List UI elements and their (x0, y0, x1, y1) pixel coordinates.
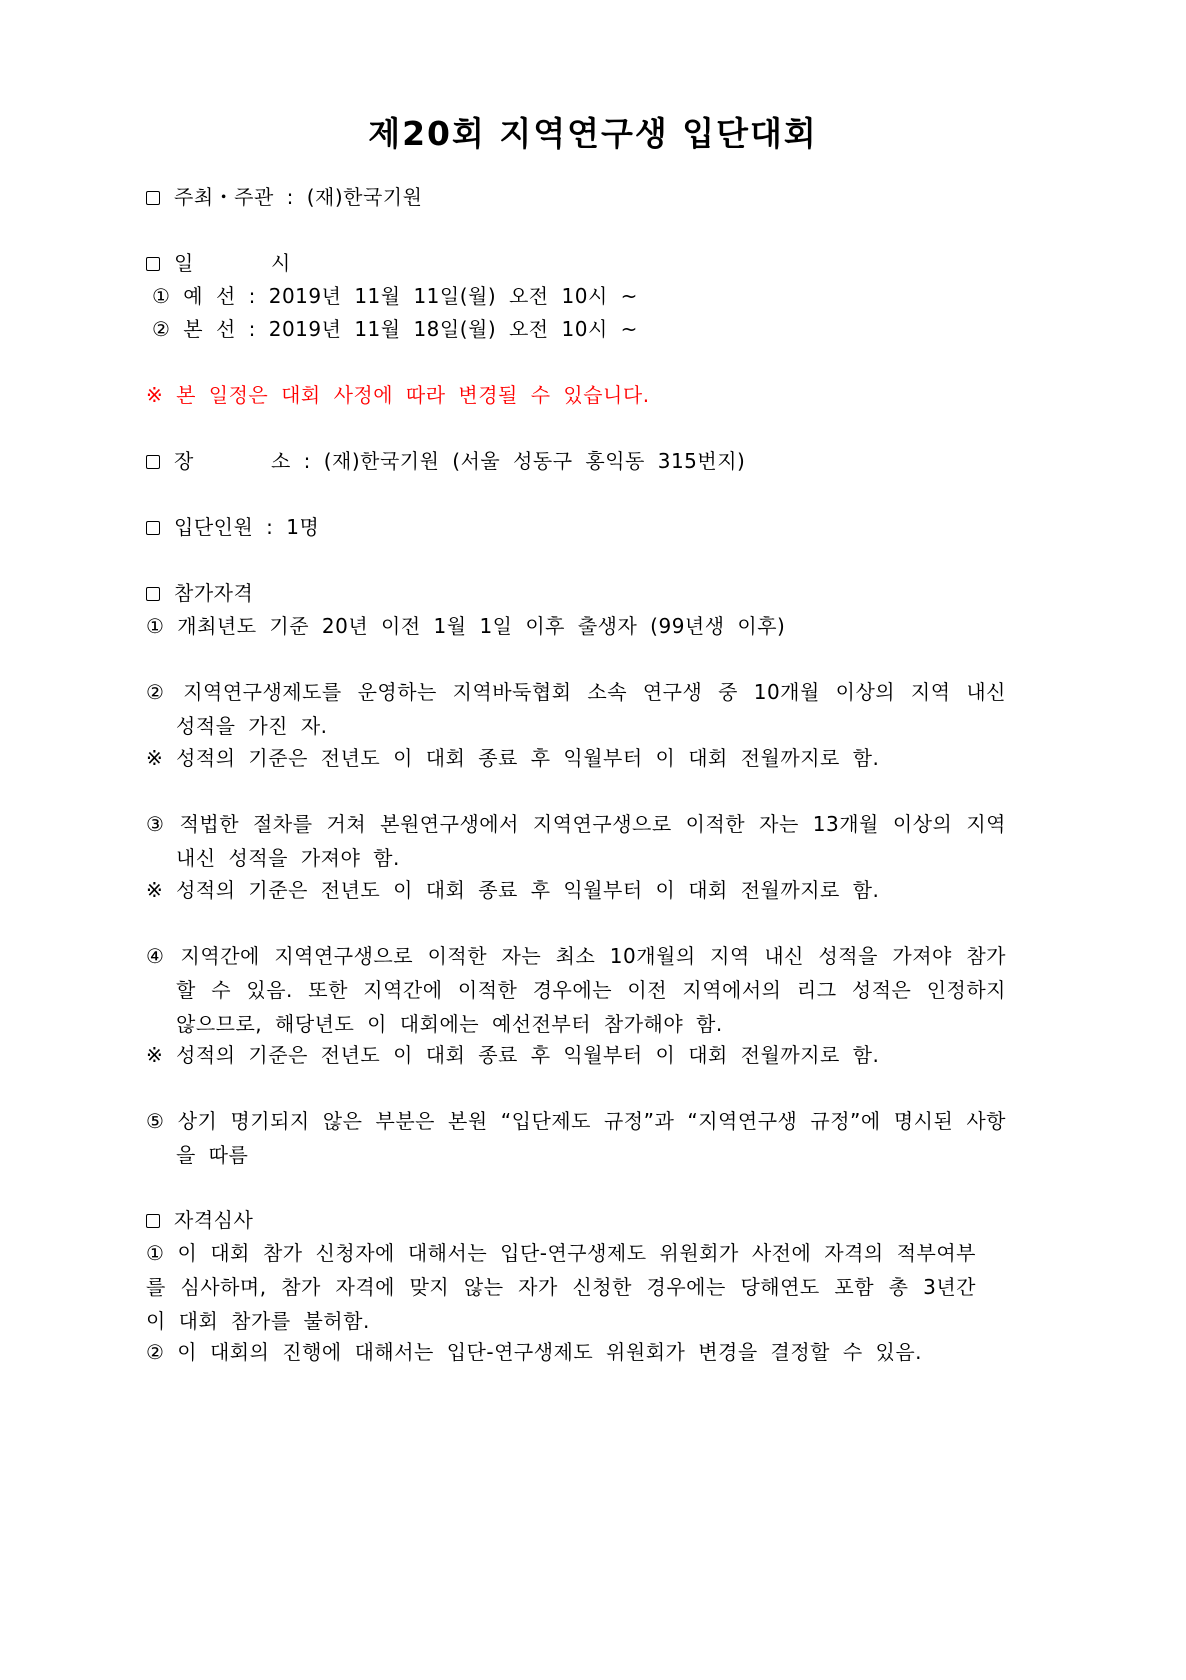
checkbox-square-icon (146, 521, 160, 535)
eligibility-item-2: ② 지역연구생제도를 운영하는 지역바둑협회 소속 연구생 중 10개월 이상의 지역 내신 성적을 가진 자. (146, 680, 1006, 738)
host-line (146, 180, 1006, 214)
checkbox-square-icon (146, 191, 160, 205)
eligibility-heading (146, 576, 1006, 610)
screening-heading-text: 자격심사 (174, 1208, 254, 1232)
quota-text: 입단인원 : 1명 (174, 515, 320, 539)
eligibility-item-5: ⑤ 상기 명기되지 않은 부분은 본원 “입단제도 규정”과 “지역연구생 규정”에 명시된 사항을 따름 (146, 1109, 1006, 1167)
eligibility-note-2: ※ 성적의 기준은 전년도 이 대회 종료 후 익월부터 이 대회 전월까지로 함. (146, 746, 880, 770)
schedule-notice: ※ 본 일정은 대회 사정에 따라 변경될 수 있습니다. (146, 383, 650, 407)
schedule-main: ② 본 선 : 2019년 11월 18일(월) 오전 10시 ~ (152, 317, 638, 341)
venue-text: 장 소 : (재)한국기원 (서울 성동구 홍익동 315번지) (174, 449, 746, 473)
checkbox-square-icon (146, 257, 160, 271)
checkbox-square-icon (146, 455, 160, 469)
schedule-prelim: ① 예 선 : 2019년 11월 11일(월) 오전 10시 ~ (152, 284, 638, 308)
screening-item-2: ② 이 대회의 진행에 대해서는 입단-연구생제도 위원회가 변경을 결정할 수 있음. (146, 1340, 922, 1364)
schedule-heading (146, 246, 1006, 280)
eligibility-item-1: ① 개최년도 기준 20년 이전 1월 1일 이후 출생자 (99년생 이후) (146, 614, 786, 638)
checkbox-square-icon (146, 587, 160, 601)
eligibility-heading-text: 참가자격 (174, 581, 254, 605)
eligibility-note-4: ※ 성적의 기준은 전년도 이 대회 종료 후 익월부터 이 대회 전월까지로 함. (146, 1043, 880, 1067)
checkbox-square-icon (146, 1214, 160, 1228)
eligibility-note-3: ※ 성적의 기준은 전년도 이 대회 종료 후 익월부터 이 대회 전월까지로 함. (146, 878, 880, 902)
eligibility-item-4: ④ 지역간에 지역연구생으로 이적한 자는 최소 10개월의 지역 내신 성적을 가져야 참가할 수 있음. 또한 지역간에 이적한 경우에는 이전 지역에서의 리그 성적은 인정하지 않으므로, 해당년도 이 대회에는 예선전부터 참가해야 함. (146, 944, 1006, 1036)
page-title: 제20회 지역연구생 입단대회 (368, 114, 818, 153)
screening-item-1: ① 이 대회 참가 신청자에 대해서는 입단-연구생제도 위원회가 사전에 자격의 적부여부를 심사하며, 참가 자격에 맞지 않는 자가 신청한 경우에는 당해연도 포함 총 3년간 이 대회 참가를 불허함. (146, 1241, 976, 1333)
eligibility-item-3: ③ 적법한 절차를 거쳐 본원연구생에서 지역연구생으로 이적한 자는 13개월 이상의 지역 내신 성적을 가져야 함. (146, 812, 1006, 870)
screening-heading (146, 1203, 1006, 1237)
schedule-heading-text: 일 시 (174, 251, 291, 275)
host-text: 주최・주관 : (재)한국기원 (174, 185, 423, 209)
quota-line (146, 510, 1006, 544)
venue-line (146, 444, 1006, 478)
